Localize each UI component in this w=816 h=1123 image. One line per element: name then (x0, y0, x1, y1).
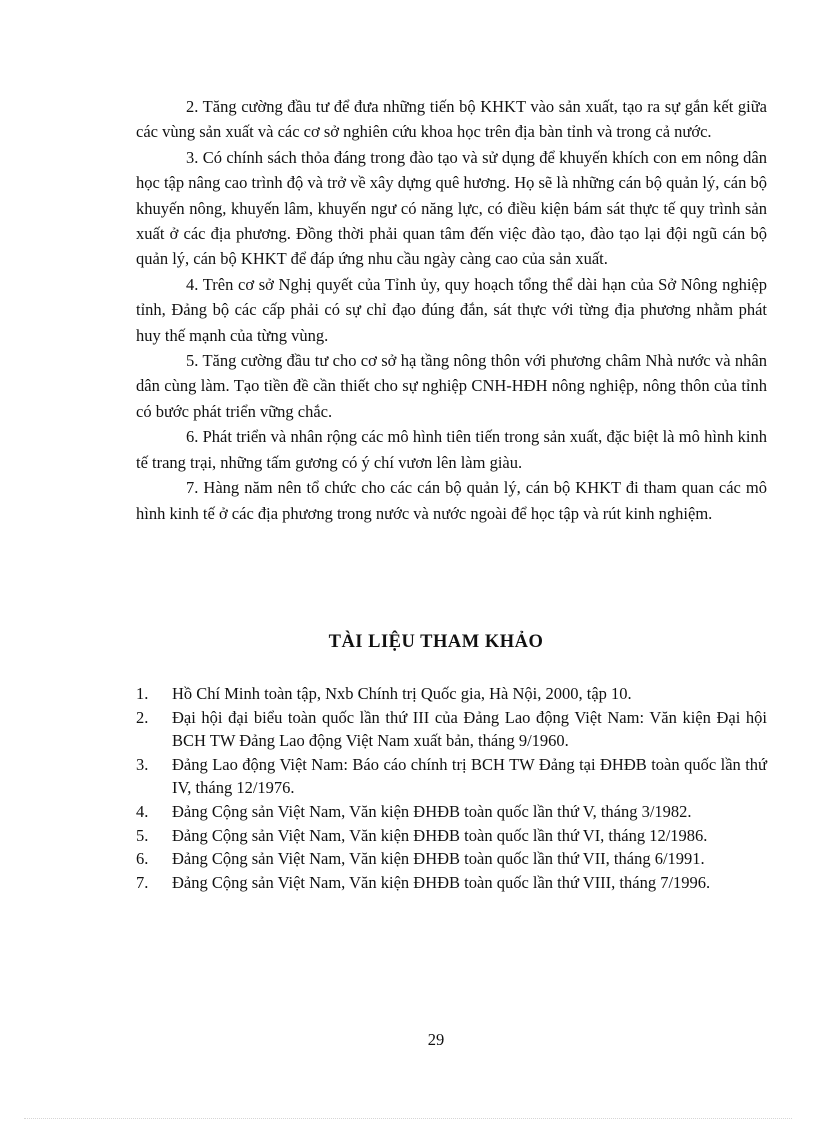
paragraph-2: 2. Tăng cường đầu tư để đưa những tiến bộ KHKT vào sản xuất, tạo ra sự gắn kết giữa các vùng sản xuất và các cơ sở nghiên cứu khoa học trên địa bàn tỉnh và trong cả nước. (136, 97, 767, 142)
reference-item (136, 871, 767, 895)
page-number: 29 (427, 1030, 445, 1049)
reference-number: 1. (136, 684, 149, 703)
paragraph-4: 4. Trên cơ sở Nghị quyết của Tỉnh ủy, quy hoạch tổng thể dài hạn của Sở Nông nghiệp tỉnh, Đảng bộ các cấp phải có sự chỉ đạo đúng đắn, sát thực với từng địa phương nhằm phát huy thế mạnh của từng vùng. (136, 274, 767, 345)
reference-text: Đảng Lao động Việt Nam: Báo cáo chính trị BCH TW Đảng tại ĐHĐB toàn quốc lần thứ IV, tháng 12/1976. (172, 754, 767, 798)
reference-number: 5. (136, 825, 149, 845)
reference-number: 3. (136, 754, 149, 774)
reference-number: 4. (136, 801, 149, 821)
reference-text: Đảng Cộng sản Việt Nam, Văn kiện ĐHĐB toàn quốc lần thứ VII, tháng 6/1991. (172, 849, 705, 869)
reference-number: 7. (136, 872, 149, 892)
recommendations-body (136, 94, 767, 526)
bottom-dotted-rule (24, 1118, 792, 1119)
paragraph-7: 7. Hàng năm nên tổ chức cho các cán bộ quản lý, cán bộ KHKT đi tham quan các mô hình kinh tế ở các địa phương trong nước và nước ngoài để học tập và rút kinh nghiệm. (136, 478, 767, 523)
reference-text: Đảng Cộng sản Việt Nam, Văn kiện ĐHĐB toàn quốc lần thứ VI, tháng 12/1986. (172, 825, 708, 845)
paragraph-5: 5. Tăng cường đầu tư cho cơ sở hạ tầng nông thôn với phương châm Nhà nước và nhân dân cùng làm. Tạo tiền đề cần thiết cho sự nghiệp CNH-HĐH nông nghiệp, nông thôn của tỉnh có bước phát triển vững chắc. (136, 351, 767, 421)
reference-number: 2. (136, 707, 149, 727)
reference-item (136, 800, 767, 824)
reference-number: 6. (136, 849, 149, 869)
reference-text: Đại hội đại biểu toàn quốc lần thứ III của Đảng Lao động Việt Nam: Văn kiện Đại hội BCH TW Đảng Lao động Việt Nam xuất bản, tháng 9/1960. (172, 707, 767, 751)
reference-item (136, 753, 767, 800)
reference-item (136, 706, 767, 753)
references-list (136, 682, 767, 894)
reference-item (136, 824, 767, 848)
reference-text: Đảng Cộng sản Việt Nam, Văn kiện ĐHĐB toàn quốc lần thứ VIII, tháng 7/1996. (172, 872, 711, 892)
paragraph-3: 3. Có chính sách thỏa đáng trong đào tạo và sử dụng để khuyến khích con em nông dân học tập nâng cao trình độ và trở về xây dựng quê hương. Họ sẽ là những cán bộ quản lý, cán bộ khuyến nông, khuyến lâm, khuyến ngư có năng lực, có điều kiện bám sát thực tế quy trình sản xuất ở các địa phương. Đồng thời phải quan tâm đến việc đào tạo, đào tạo lại đội ngũ cán bộ quản lý, cán bộ KHKT để đáp ứng nhu cầu ngày càng cao của sản xuất. (136, 147, 767, 269)
reference-text: Đảng Cộng sản Việt Nam, Văn kiện ĐHĐB toàn quốc lần thứ V, tháng 3/1982. (172, 801, 692, 821)
references-heading: TÀI LIỆU THAM KHẢO (328, 632, 544, 652)
reference-text: Hồ Chí Minh toàn tập, Nxb Chính trị Quốc gia, Hà Nội, 2000, tập 10. (172, 684, 632, 703)
reference-item (136, 847, 767, 871)
paragraph-6: 6. Phát triển và nhân rộng các mô hình tiên tiến trong sản xuất, đặc biệt là mô hình kinh tế trang trại, những tấm gương có ý chí vươn lên làm giàu. (136, 427, 767, 472)
reference-item (136, 682, 767, 706)
